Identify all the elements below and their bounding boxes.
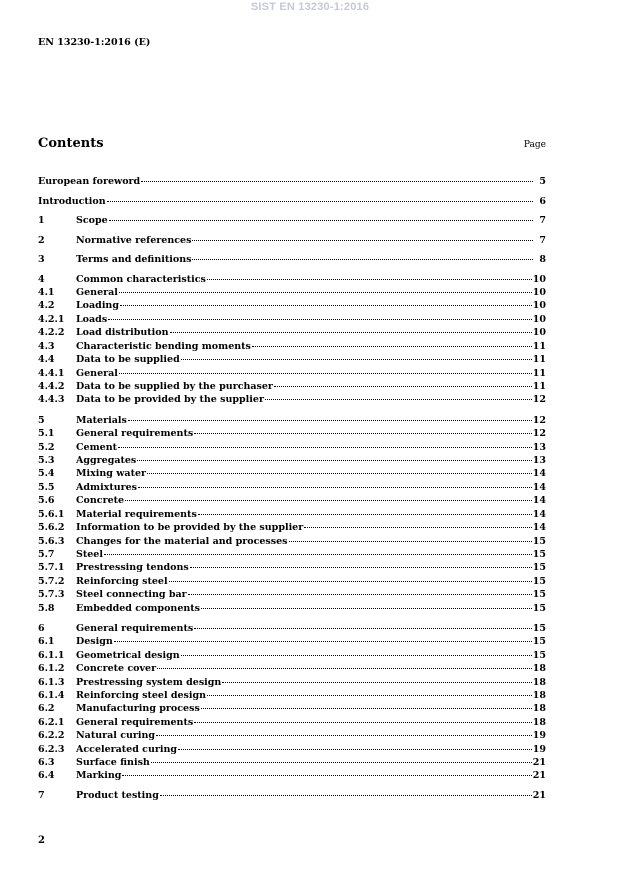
toc-entry-title: Information to be provided by the supplier [76,522,304,533]
toc-entry-title: Natural curing [76,730,156,741]
toc-entry-title: Prestressing tendons [76,562,189,573]
toc-entry-page: 12 [532,428,546,439]
toc-entry[interactable] [38,769,546,782]
toc-entry-page: 18 [532,677,546,688]
toc-entry-page: 11 [532,354,546,365]
dot-leader [181,351,532,360]
dot-leader [147,465,532,474]
toc-entry-page: 18 [532,717,546,728]
toc-entry-title: General [76,368,118,379]
toc-entry[interactable] [38,602,546,615]
toc-entry-number: 4.4.1 [38,368,65,379]
dot-leader [108,311,532,320]
toc-entry-page: 19 [532,730,546,741]
toc-entry-number: 4.4.3 [38,394,65,405]
toc-entry[interactable] [38,789,546,802]
toc-entry-page: 13 [532,455,546,466]
toc-entry-number: 5.7.2 [38,576,65,587]
toc-entry-page: 21 [532,790,546,801]
toc-entry-page: 13 [532,442,546,453]
toc-entry-page: 11 [532,341,546,352]
toc-entry-title: Reinforcing steel [76,576,168,587]
toc-entry-number: 5.6.1 [38,509,65,520]
toc-entry-title: Introduction [38,196,106,207]
toc-entry-title: Common characteristics [76,274,206,285]
toc-entry-number: 4.2.1 [38,314,65,325]
dot-leader [192,251,533,260]
toc-entry-page: 8 [539,254,546,265]
toc-entry-number: 5.4 [38,468,55,479]
toc-entry-page: 12 [532,394,546,405]
toc-entry-page: 7 [539,235,546,246]
toc-entry-number: 5 [38,415,45,426]
toc-entry-number: 6.1.2 [38,663,65,674]
toc-entry[interactable] [38,195,546,208]
toc-entry-number: 5.7.3 [38,589,65,600]
toc-entry-page: 15 [532,623,546,634]
toc-entry-page: 6 [539,196,546,207]
dot-leader [190,559,532,568]
toc-entry-title: European foreword [38,176,141,187]
dot-leader [201,700,532,709]
toc-entry-title: Load distribution [76,327,169,338]
dot-leader [128,412,532,421]
toc-entry-title: Admixtures [76,482,138,493]
toc-entry-number: 3 [38,254,45,265]
dot-leader [194,425,532,434]
watermark: SIST EN 13230-1:2016 [250,1,370,13]
dot-leader [170,324,532,333]
toc-entry-number: 5.5 [38,482,55,493]
toc-entry-page: 15 [532,650,546,661]
dot-leader [122,767,531,776]
toc-entry-page: 15 [532,549,546,560]
toc-entry-page: 21 [532,770,546,781]
toc-entry-number: 5.7.1 [38,562,65,573]
toc-entry-title: Embedded components [76,603,201,614]
dot-leader [274,378,532,387]
toc-entry-number: 6.2.1 [38,717,65,728]
page-number: 2 [38,835,45,846]
toc-entry-number: 7 [38,790,45,801]
toc-entry-page: 10 [532,327,546,338]
dot-leader [107,193,533,202]
toc-entry-number: 2 [38,235,45,246]
toc-entry[interactable] [38,214,546,227]
dot-leader [178,741,532,750]
dot-leader [118,439,532,448]
toc-entry-title: General requirements [76,623,194,634]
toc-entry-number: 5.7 [38,549,55,560]
dot-leader [114,633,532,642]
toc-entry-page: 15 [532,536,546,547]
contents-title: Contents [38,136,104,151]
toc-entry-title: Marking [76,770,122,781]
dot-leader [104,546,532,555]
dot-leader [194,714,532,723]
toc-entry-number: 6.3 [38,757,55,768]
toc-entry-title: Steel [76,549,103,560]
toc-entry-title: Accelerated curing [76,744,178,755]
toc-entry-number: 6.1 [38,636,55,647]
toc-entry-page: 14 [532,468,546,479]
toc-entry-title: Steel connecting bar [76,589,187,600]
toc-entry-page: 14 [532,495,546,506]
toc-entry-title: Loads [76,314,108,325]
dot-leader [120,297,532,306]
toc-entry-page: 10 [532,300,546,311]
toc-entry[interactable] [38,234,546,247]
toc-entry-page: 10 [532,274,546,285]
dot-leader [265,391,532,400]
toc-entry-title: Mixing water [76,468,147,479]
toc-entry-title: Characteristic bending moments [76,341,251,352]
toc-entry-page: 12 [532,415,546,426]
toc-entry-title: Terms and definitions [76,254,192,265]
dot-leader [160,787,532,796]
toc-entry-number: 6.2.3 [38,744,65,755]
toc-entry-page: 10 [532,314,546,325]
toc-entry-number: 4 [38,274,45,285]
toc-entry-number: 4.4 [38,354,55,365]
toc-entry-page: 14 [532,482,546,493]
dot-leader [289,533,532,542]
toc-entry-number: 5.8 [38,603,55,614]
toc-entry-page: 18 [532,690,546,701]
toc-entry-page: 11 [532,368,546,379]
page-column-label: Page [523,140,546,150]
dot-leader [207,687,532,696]
toc-entry-title: Scope [76,215,108,226]
toc-entry-page: 7 [539,215,546,226]
toc-entry-title: General requirements [76,428,194,439]
toc-entry-page: 18 [532,703,546,714]
toc-entry-title: Aggregates [76,455,137,466]
toc-entry-number: 6.2.2 [38,730,65,741]
dot-leader [304,519,532,528]
dot-leader [151,754,532,763]
dot-leader [201,600,532,609]
dot-leader [119,365,532,374]
toc-entry-page: 10 [532,287,546,298]
toc-entry-title: Prestressing system design [76,677,222,688]
toc-entry-number: 6.4 [38,770,55,781]
toc-entry-page: 14 [532,522,546,533]
toc-entry-page: 15 [532,589,546,600]
toc-entry-title: Concrete [76,495,125,506]
toc-entry-number: 6.1.4 [38,690,65,701]
toc-entry-title: General [76,287,118,298]
toc-entry-title: Data to be supplied [76,354,180,365]
toc-entry-number: 6.2 [38,703,55,714]
toc-entry[interactable] [38,175,546,188]
dot-leader [157,660,532,669]
toc-entry-number: 5.2 [38,442,55,453]
toc-entry-page: 11 [532,381,546,392]
toc-entry-title: Material requirements [76,509,197,520]
dot-leader [141,173,533,182]
toc-entry-title: Data to be supplied by the purchaser [76,381,273,392]
toc-entry-number: 4.2.2 [38,327,65,338]
toc-entry-number: 6 [38,623,45,634]
toc-entry-title: Cement [76,442,117,453]
dot-leader [119,284,532,293]
toc-entry-number: 5.6.3 [38,536,65,547]
toc-entry-page: 14 [532,509,546,520]
toc-entry-title: Normative references [76,235,192,246]
dot-leader [181,647,532,656]
dot-leader [125,492,532,501]
toc-entry-title: Concrete cover [76,663,157,674]
toc-entry-page: 15 [532,636,546,647]
toc-entry-title: Product testing [76,790,159,801]
dot-leader [207,271,532,280]
toc-entry-number: 5.1 [38,428,55,439]
dot-leader [192,232,533,241]
dot-leader [156,727,532,736]
toc-entry-title: Surface finish [76,757,150,768]
toc-entry-title: Materials [76,415,127,426]
toc-entry-number: 4.3 [38,341,55,352]
dot-leader [198,506,532,515]
toc-entry-number: 5.3 [38,455,55,466]
toc-entry-number: 6.1.1 [38,650,65,661]
toc-entry-number: 6.1.3 [38,677,65,688]
toc-entry-number: 5.6 [38,495,55,506]
toc-entry-number: 4.2 [38,300,55,311]
dot-leader [188,586,532,595]
toc-entry-title: Data to be provided by the supplier [76,394,264,405]
toc-entry-page: 18 [532,663,546,674]
toc-entry[interactable] [38,393,546,406]
dot-leader [137,452,531,461]
toc-entry-number: 4.1 [38,287,55,298]
toc-entry-number: 1 [38,215,45,226]
toc-entry-number: 5.6.2 [38,522,65,533]
document-id: EN 13230-1:2016 (E) [38,37,151,48]
dot-leader [222,674,531,683]
toc-entry-page: 15 [532,562,546,573]
toc-entry-page: 21 [532,757,546,768]
toc-entry-page: 15 [532,576,546,587]
toc-entry-title: Loading [76,300,119,311]
toc-entry-title: Changes for the material and processes [76,536,288,547]
toc-entry-title: Manufacturing process [76,703,200,714]
dot-leader [194,620,532,629]
toc-entry-number: 4.4.2 [38,381,65,392]
toc-entry-title: General requirements [76,717,194,728]
dot-leader [109,212,533,221]
toc-entry[interactable] [38,253,546,266]
dot-leader [169,573,532,582]
toc-entry-title: Reinforcing steel design [76,690,207,701]
dot-leader [138,479,532,488]
toc-entry-page: 15 [532,603,546,614]
dot-leader [252,338,532,347]
toc-entry-title: Design [76,636,113,647]
toc-entry-page: 19 [532,744,546,755]
toc-entry-page: 5 [539,176,546,187]
toc-entry-title: Geometrical design [76,650,180,661]
